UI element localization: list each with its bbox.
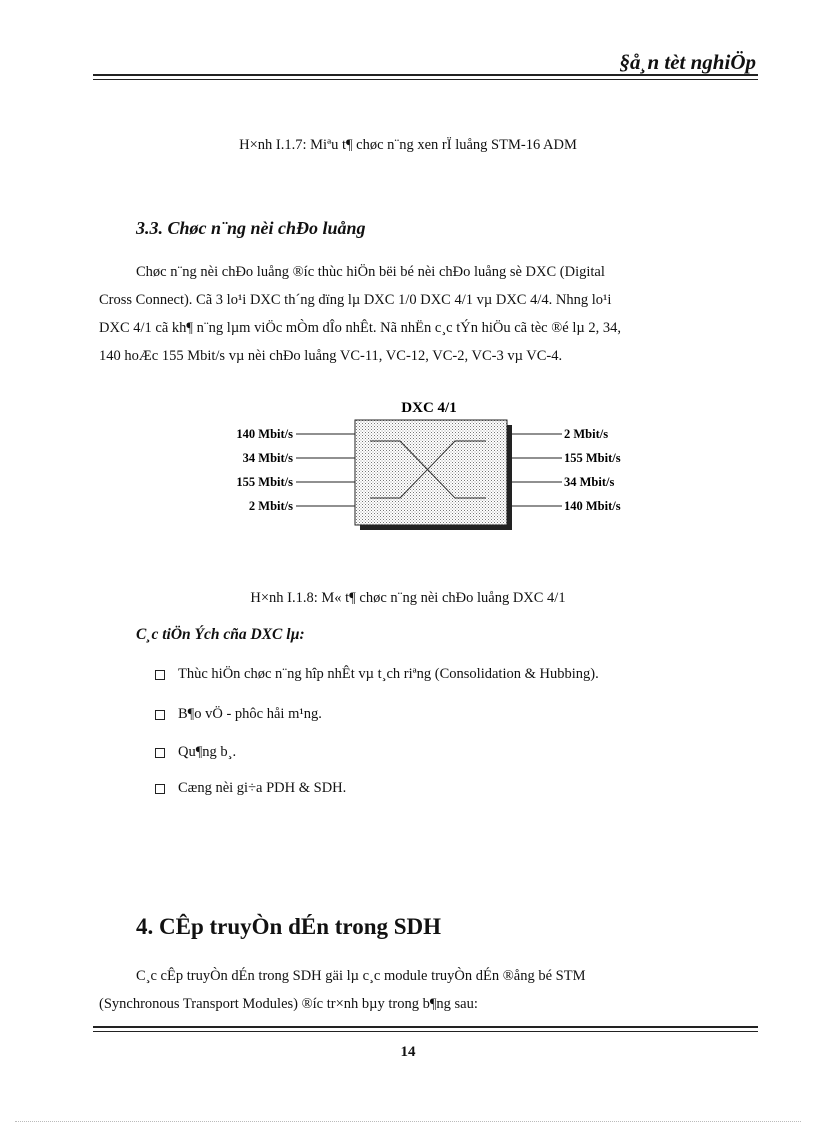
figure-caption-1-8: H×nh I.1.8: M« t¶ chøc n¨ng nèi chÐo luång DXC 4/1 — [250, 590, 566, 606]
list-item: Cæng nèi gi÷a PDH & SDH. — [155, 780, 346, 797]
list-item: Qu¶ng b¸. — [155, 744, 236, 761]
right-port-label: 155 Mbit/s — [564, 451, 621, 465]
paragraph-line: DXC 4/1 cã kh¶ n¨ng lµm viÖc mÒm dÎo nhÊt. Nã nhËn c¸c tÝn hiÖu cã tèc ®é lµ 2, 34, — [99, 320, 621, 336]
bullet-box-icon — [155, 670, 165, 680]
paragraph-line: (Synchronous Transport Modules) ®íc tr×nh bµy trong b¶ng sau: — [99, 996, 478, 1012]
left-port-label: 140 Mbit/s — [236, 427, 293, 441]
left-port-label: 155 Mbit/s — [236, 475, 293, 489]
advantages-heading: C¸c tiÖn Ých cña DXC lµ: — [136, 626, 305, 643]
list-item: Thùc hiÖn chøc n¨ng hîp nhÊt vµ t¸ch riªng (Consolidation & Hubbing). — [155, 666, 599, 683]
dxc-diagram — [200, 390, 650, 535]
right-port-label: 140 Mbit/s — [564, 499, 621, 513]
paragraph-line: Chøc n¨ng nèi chÐo luång ®íc thùc hiÖn bëi bé nèi chÐo luång sè DXC (Digital — [136, 264, 605, 280]
figure-caption-1-7: H×nh I.1.7: Miªu t¶ chøc n¨ng xen rÏ luång STM-16 ADM — [239, 137, 577, 153]
section-heading-3-3: 3.3. Chøc n¨ng nèi chÐo luång — [136, 218, 366, 238]
paragraph-line: C¸c cÊp truyÒn dÉn trong SDH gäi lµ c¸c module truyÒn dÉn ®ång bé STM — [136, 968, 586, 984]
section-3-3-paragraph — [99, 258, 757, 370]
right-port-label: 34 Mbit/s — [564, 475, 615, 489]
section-4-paragraph — [99, 962, 757, 1018]
right-port-label: 2 Mbit/s — [564, 427, 609, 441]
bullet-box-icon — [155, 748, 165, 758]
paragraph-line: 140 hoÆc 155 Mbit/s vµ nèi chÐo luång VC-11, VC-12, VC-2, VC-3 vµ VC-4. — [99, 348, 563, 364]
footer-rule — [93, 1026, 758, 1032]
header-rule — [93, 74, 758, 80]
bullet-box-icon — [155, 784, 165, 794]
section-heading-4: 4. CÊp truyÒn dÉn trong SDH — [136, 914, 442, 939]
list-item: B¶o vÖ - phôc håi m¹ng. — [155, 706, 322, 723]
left-port-label: 34 Mbit/s — [242, 451, 293, 465]
bullet-box-icon — [155, 710, 165, 720]
page-number: 14 — [400, 1044, 416, 1060]
diagram-title: DXC 4/1 — [401, 400, 457, 416]
left-port-label: 2 Mbit/s — [248, 499, 293, 513]
paragraph-line: Cross Connect). Cã 3 lo¹i DXC th´ng dïng lµ DXC 1/0 DXC 4/1 vµ DXC 4/4. Nhng lo¹i — [99, 292, 612, 308]
running-header-title: §å¸n tèt nghiÖp — [619, 50, 756, 74]
page-bottom-border — [15, 1121, 801, 1122]
